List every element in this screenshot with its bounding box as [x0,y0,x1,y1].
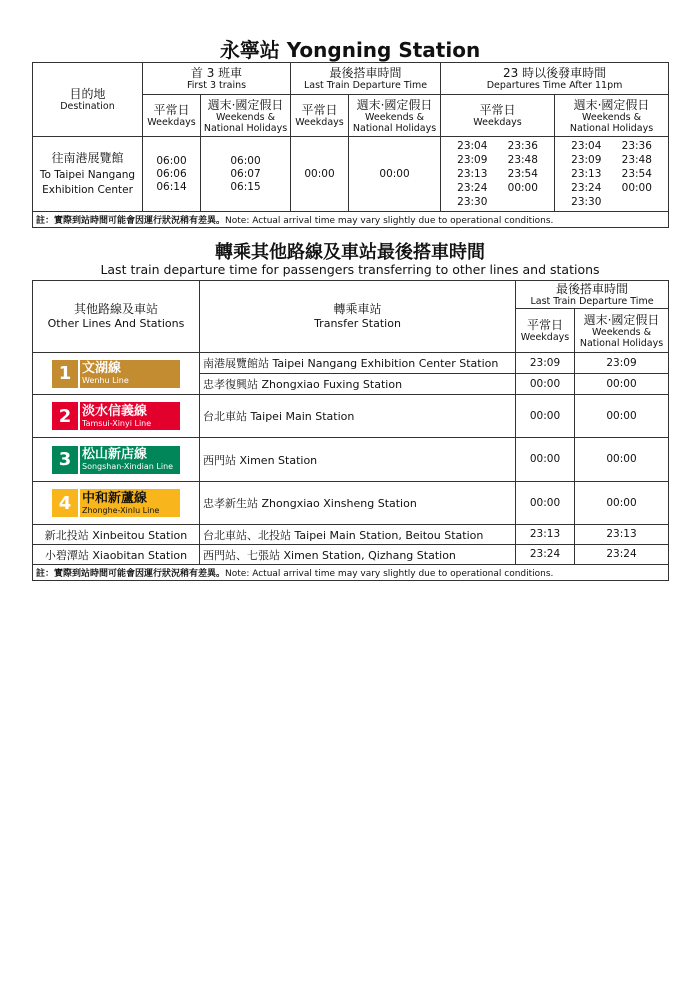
line-name: 松山新店線 [82,447,148,462]
last-weekdays-time: 00:00 [291,137,349,212]
weekdays-time: 00:00 [516,395,575,438]
transfer-weekends-header: 週末·國定假日 Weekends & National Holidays [575,309,669,353]
line-number-icon: 3 [50,444,80,476]
transfer-station: 南港展覽館站 Taipei Nangang Exhibition Center Station [200,353,516,374]
branch-station-name: 新北投站 Xinbeitou Station [33,525,200,545]
after-weekdays-header: 平常日 Weekdays [441,95,555,137]
first-weekdays-times: 06:00 06:06 06:14 [143,137,201,212]
transfer-table [32,280,669,581]
weekends-time: 00:00 [575,374,669,395]
weekends-time: 23:09 [575,353,669,374]
line-4-badge-cell [33,482,200,525]
transfer-station: 台北車站、北投站 Taipei Main Station, Beitou Station [200,525,516,545]
weekends-time: 00:00 [575,438,669,482]
timetable [32,62,669,228]
first-weekends-times: 06:00 06:07 06:15 [201,137,291,212]
line-name: 文湖線 [82,361,122,376]
station-title: 永寧站 Yongning Station [219,38,481,62]
line-number-icon: 4 [50,487,80,519]
transfer-note: 註：實際到站時間可能會因運行狀況稍有差異。Note: Actual arrival time may vary slightly due to operational conditions. [33,565,669,581]
line-name-en: Songshan-Xindian Line [82,462,174,471]
weekends-time: 00:00 [575,395,669,438]
branch-station-name: 小碧潭站 Xiaobitan Station [33,545,200,565]
after-weekdays-times: 23:04 23:36 23:09 23:48 23:13 23:54 23:24 00:00 23:30 [441,137,555,212]
line-2-badge-cell [33,395,200,438]
weekdays-time: 00:00 [516,482,575,525]
after-weekends-header: 週末·國定假日 Weekends & National Holidays [555,95,669,137]
transfer-station: 忠孝復興站 Zhongxiao Fuxing Station [200,374,516,395]
transfer-station: 台北車站 Taipei Main Station [200,395,516,438]
transfer-last-header: 最後搭車時間 Last Train Departure Time [516,281,669,309]
last-train-header: 最後搭車時間 Last Train Departure Time [291,63,441,95]
other-lines-header: 其他路線及車站 Other Lines And Stations [33,281,200,353]
destination-header: 目的地 Destination [33,63,143,137]
weekdays-time: 23:24 [516,545,575,565]
transfer-station: 西門站、七張站 Ximen Station, Qizhang Station [200,545,516,565]
line-number-icon: 1 [50,358,80,390]
transfer-subtitle: Last train departure time for passengers transferring to other lines and stations [100,262,600,277]
last-weekdays-header: 平常日 Weekdays [291,95,349,137]
weekends-time: 23:13 [575,525,669,545]
transfer-weekdays-header: 平常日 Weekdays [516,309,575,353]
weekdays-time: 00:00 [516,438,575,482]
weekdays-time: 23:09 [516,353,575,374]
line-3-badge-cell [33,438,200,482]
after11-header: 23 時以後發車時間 Departures Time After 11pm [441,63,669,95]
transfer-title: 轉乘其他路線及車站最後搭車時間 [215,242,485,263]
line-badge [50,487,182,519]
line-badge [50,400,182,432]
first3-header: 首 3 班車 First 3 trains [143,63,291,95]
table1-note: 註：實際到站時間可能會因運行狀況稍有差異。Note: Actual arrival time may vary slightly due to operational conditions. [33,212,669,228]
transfer-station: 西門站 Ximen Station [200,438,516,482]
weekdays-time: 23:13 [516,525,575,545]
weekdays-time: 00:00 [516,374,575,395]
last-weekends-header: 週末·國定假日 Weekends & National Holidays [349,95,441,137]
transfer-station: 忠孝新生站 Zhongxiao Xinsheng Station [200,482,516,525]
weekends-time: 00:00 [575,482,669,525]
first-weekdays-header: 平常日 Weekdays [143,95,201,137]
line-name-en: Wenhu Line [82,376,129,385]
line-badge [50,358,182,390]
line-number-icon: 2 [50,400,80,432]
line-name: 淡水信義線 [82,403,148,419]
transfer-station-header: 轉乘車站 Transfer Station [200,281,516,353]
line-name-en: Tamsui-Xinyi Line [82,418,152,428]
after-weekends-times: 23:04 23:36 23:09 23:48 23:13 23:54 23:24 00:00 23:30 [555,137,669,212]
weekends-time: 23:24 [575,545,669,565]
line-name: 中和新蘆線 [82,490,148,506]
destination-cell: 往南港展覽館 To Taipei Nangang Exhibition Center [33,137,143,212]
line-name-en: Zhonghe-Xinlu Line [82,505,160,515]
line-badge [50,444,182,476]
first-weekends-header: 週末·國定假日 Weekends & National Holidays [201,95,291,137]
line-1-badge-cell [33,353,200,395]
last-weekends-time: 00:00 [349,137,441,212]
